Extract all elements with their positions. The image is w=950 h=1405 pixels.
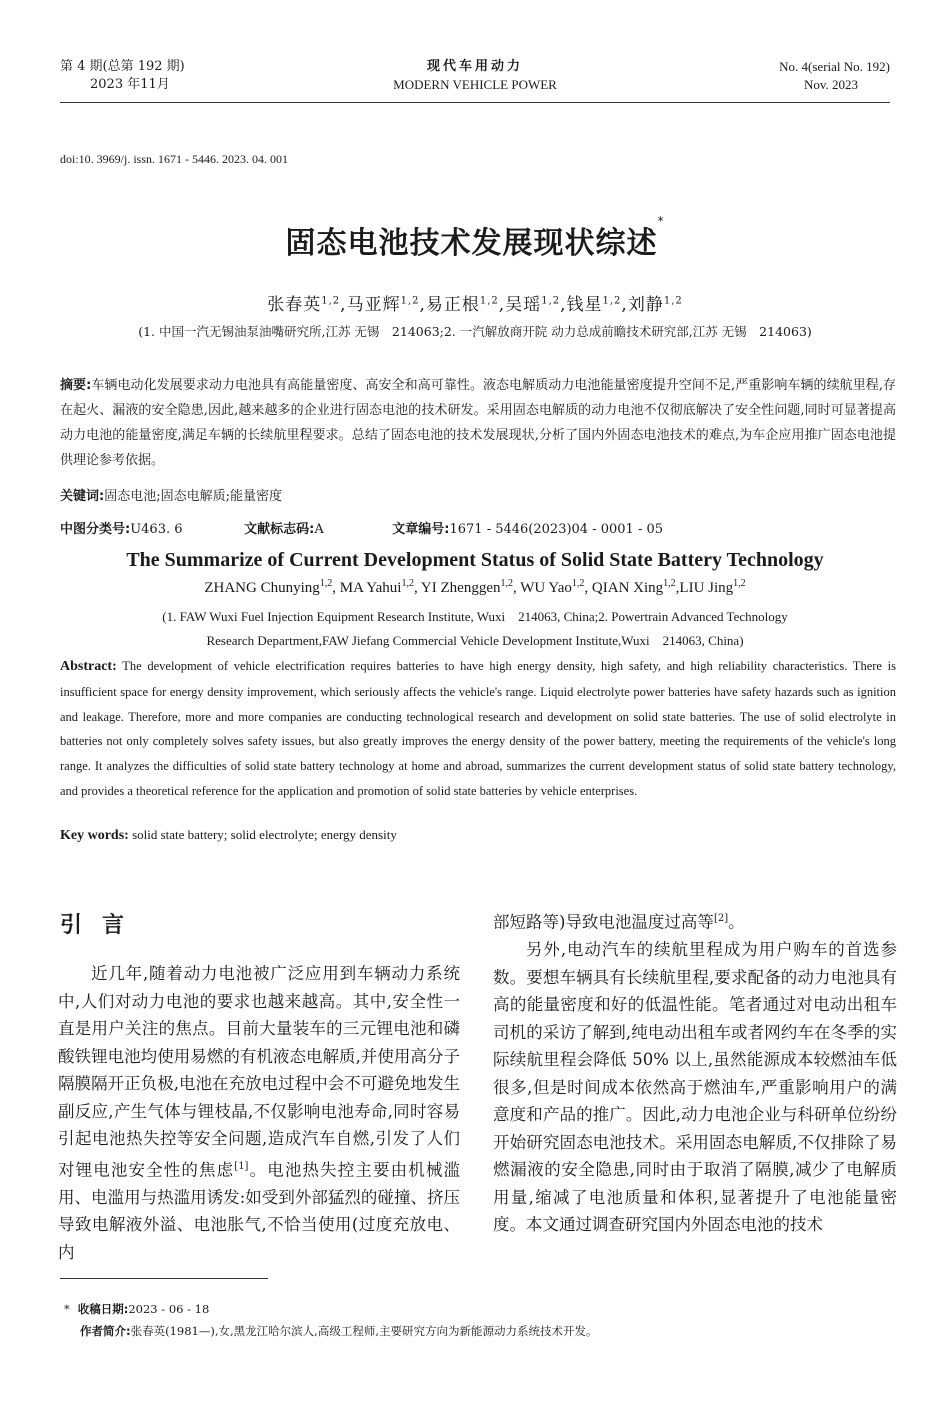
author-name: 刘静 — [627, 295, 664, 315]
abstract-en — [60, 654, 896, 804]
affiliation-en — [60, 605, 890, 653]
body-text: 。电池热失控主要由机械滥用、电滥用与热滥用诱发:如受到外部猛烈的碰撞、挤压导致电解液外溢、电池胀气,不恰当使用(过度充放电、内 — [58, 1160, 461, 1262]
author-bio-label: 作者简介: — [80, 1324, 131, 1338]
article-number — [392, 518, 663, 537]
paper-title-en: The Summarize of Current Development Status of Solid State Battery Technology — [126, 549, 824, 571]
author-list-en: ZHANG Chunying$^{1,2}$, MA Yahui$^{1,2}$, YI Zhenggen$^{1,2}$, WU Yao$^{1,2}$, QIAN Xing$^{1,2}$,LIU Jing$^{1,2}$ — [204, 578, 746, 596]
affiliation-en-line: Research Department,FAW Jiefang Commercial Vehicle Development Institute,Wuxi 214063, China) — [206, 633, 744, 648]
journal-name-en: MODERN VEHICLE POWER — [393, 77, 557, 92]
body-text: 部短路等)导致电池温度过高等 — [493, 912, 714, 932]
author-affil-en: 1,2 — [733, 578, 746, 589]
keywords-en-text: solid state battery; solid electrolyte; energy density — [128, 827, 397, 842]
author-affil-en: 1,2 — [663, 578, 676, 589]
keywords-cn-text: 固态电池;固态电解质;能量密度 — [104, 489, 282, 504]
header-serial — [779, 58, 890, 94]
author-list: 张春英$^{1,2}$,马亚辉$^{1,2}$,易正根$^{1,2}$,吴瑶$^{1,2}$,钱星$^{1,2}$,刘静$^{1,2}$ — [267, 295, 683, 315]
keywords-en — [60, 827, 397, 844]
header-divider — [60, 102, 890, 103]
author-name-en: LIU Jing — [679, 580, 734, 596]
received-date: 2023 - 06 - 18 — [128, 1302, 210, 1316]
article-number-value: 1671 - 5446(2023)04 - 0001 - 05 — [449, 522, 664, 537]
header-serial-date: Nov. 2023 — [803, 77, 858, 92]
clc-label: 中图分类号: — [60, 522, 131, 537]
keywords-cn — [60, 485, 282, 504]
body-column-right — [493, 905, 897, 1239]
author-affil: 1,2 — [321, 295, 341, 307]
body-text: 近几年,随着动力电池被广泛应用到车辆动力系统中,人们对动力电池的要求也越来越高。其中,安全性一直是用户关注的焦点。目前大量装车的三元锂电池和磷酸铁锂电池均使用易燃的有机液态电解质,并使用高分子隔膜隔开正负极,电池在充放电过程中会不可避免地发生副反应,产生气体与锂枝晶,不仅影响电池寿命,同时容易引起电池热失控等安全问题,造成汽车自燃,引发了人们对锂电池安全性的焦虑 — [58, 964, 460, 1179]
author-affil: 1,2 — [541, 295, 561, 307]
body-column-left — [58, 960, 460, 1266]
paper-title-text: 固态电池技术发展现状综述 — [285, 226, 658, 261]
clc-number — [60, 518, 240, 537]
author-name-en: MA Yahui — [339, 580, 402, 596]
keywords-cn-label: 关键词: — [60, 489, 105, 504]
doi: doi:10. 3969/j. issn. 1671 - 5446. 2023. 04. 001 — [60, 152, 289, 166]
doc-code-value: A — [314, 522, 324, 537]
author-name-en: ZHANG Chunying — [204, 580, 320, 596]
abstract-en-text: The development of vehicle electrification requires batteries to have high energy density, high safety, and high reliability characteristics. There is insufficient space for energy density improvement, which seriously affects the vehicle's range. Liquid electrolyte power batteries have safety hazards such as ignition and leakage. Therefore, more and more companies are conducting technological research and development on solid state batteries. The use of solid electrolyte in batteries not only completely solves safety issues, but also greatly improves the energy density of the power battery, meeting the requirements of the vehicle's long range. It analyzes the difficulties of solid state battery technology at home and abroad, summarizes the current development status of solid state battery technology, and provides a theoretical reference for the application and promotion of solid state batteries by vehicle enterprises. — [60, 659, 896, 798]
body-paragraph: 另外,电动汽车的续航里程成为用户购车的首选参数。要想车辆具有长续航里程,要求配备的动力电池具有高的能量密度和好的低温性能。笔者通过对电动出租车司机的采访了解到,纯电动出租车或者网约车在冬季的实际续航里程会降低 50% 以上,虽然能源成本较燃油车低很多,但是时间成本依然高于燃油车,严重影响用户的满意度和产品的推广。因此,动力电池企业与科研单位纷纷开始研究固态电池技术。采用固态电解质,不仅排除了易燃漏液的安全隐患,同时由于取消了隔膜,减少了电解质用量,缩减了电池质量和体积,显著提升了电池能量密度。本文通过调查研究国内外固态电池的技术 — [493, 940, 897, 1234]
document-code — [244, 518, 388, 537]
journal-name-cn: 现代车用动力 — [426, 59, 523, 74]
article-number-label: 文章编号: — [392, 522, 450, 537]
citation-ref: [1] — [234, 1160, 249, 1172]
author-name: 吴瑶 — [505, 295, 542, 315]
header-serial-number: No. 4(serial No. 192) — [779, 59, 890, 74]
affiliation-en-line: (1. FAW Wuxi Fuel Injection Equipment Research Institute, Wuxi 214063, China;2. Powertrain Advanced Technology — [162, 609, 788, 624]
author-affil: 1,2 — [479, 295, 499, 307]
author-name: 易正根 — [425, 295, 480, 315]
author-affil-en: 1,2 — [319, 578, 333, 589]
author-affil-en: 1,2 — [500, 578, 513, 589]
author-name-en: WU Yao — [520, 580, 572, 596]
clc-value: U463. 6 — [130, 522, 183, 537]
author-name: 钱星 — [566, 295, 603, 315]
paper-title — [0, 214, 950, 262]
abstract-cn-text: 车辆电动化发展要求动力电池具有高能量密度、高安全和高可靠性。液态电解质动力电池能量密度提升空间不足,严重影响车辆的续航里程,存在起火、漏液的安全隐患,因此,越来越多的企业进行固态电池的技术研发。采用固态电解质的动力电池不仅彻底解决了安全性问题,同时可显著提高动力电池的能量密度,满足车辆的长续航里程要求。总结了固态电池的技术发展现状,分析了国内外固态电池技术的难点,为车企应用推广固态电池提供理论参考依据。 — [60, 378, 897, 468]
doc-code-label: 文献标志码: — [244, 522, 315, 537]
author-name: 张春英 — [267, 295, 322, 315]
footnote — [64, 1298, 598, 1342]
classification-row — [60, 518, 896, 537]
author-affil: 1,2 — [663, 295, 683, 307]
received-label: 收稿日期: — [77, 1302, 129, 1316]
body-paragraph — [58, 960, 460, 1266]
author-affil: 1,2 — [400, 295, 420, 307]
author-affil-en: 1,2 — [401, 578, 414, 589]
footnote-mark: * — [64, 1302, 70, 1316]
footnote-author-bio — [80, 1320, 597, 1342]
header-issue-date: 2023 年11月 — [90, 77, 170, 92]
abstract-cn — [60, 373, 896, 473]
footnote-divider — [60, 1278, 268, 1279]
affiliation-cn: (1. 中国一汽无锡油泵油嘴研究所,江苏 无锡 214063;2. 一汽解放商开院 动力总成前瞻技术研究部,江苏 无锡 214063) — [138, 324, 812, 339]
title-footnote-mark: * — [657, 214, 665, 228]
author-affil-en: 1,2 — [571, 578, 585, 589]
body-text: 。 — [728, 912, 745, 932]
header-issue-number: 第 4 期(总第 192 期) — [60, 59, 185, 74]
section-heading-introduction: 引言 — [60, 913, 145, 938]
abstract-en-label: Abstract: — [60, 659, 117, 674]
author-name-en: YI Zhenggen — [420, 580, 501, 596]
footnote-received — [64, 1298, 597, 1320]
citation-ref: [2] — [713, 913, 729, 924]
body-paragraph — [493, 905, 897, 936]
author-name: 马亚辉 — [346, 295, 401, 315]
author-name-en: QIAN Xing — [591, 580, 664, 596]
keywords-en-label: Key words: — [60, 828, 129, 843]
abstract-cn-label: 摘要: — [60, 378, 92, 393]
author-affil: 1,2 — [602, 295, 622, 307]
author-bio-text: 张春英(1981—),女,黑龙江哈尔滨人,高级工程师,主要研究方向为新能源动力系统技术开发。 — [130, 1324, 598, 1338]
